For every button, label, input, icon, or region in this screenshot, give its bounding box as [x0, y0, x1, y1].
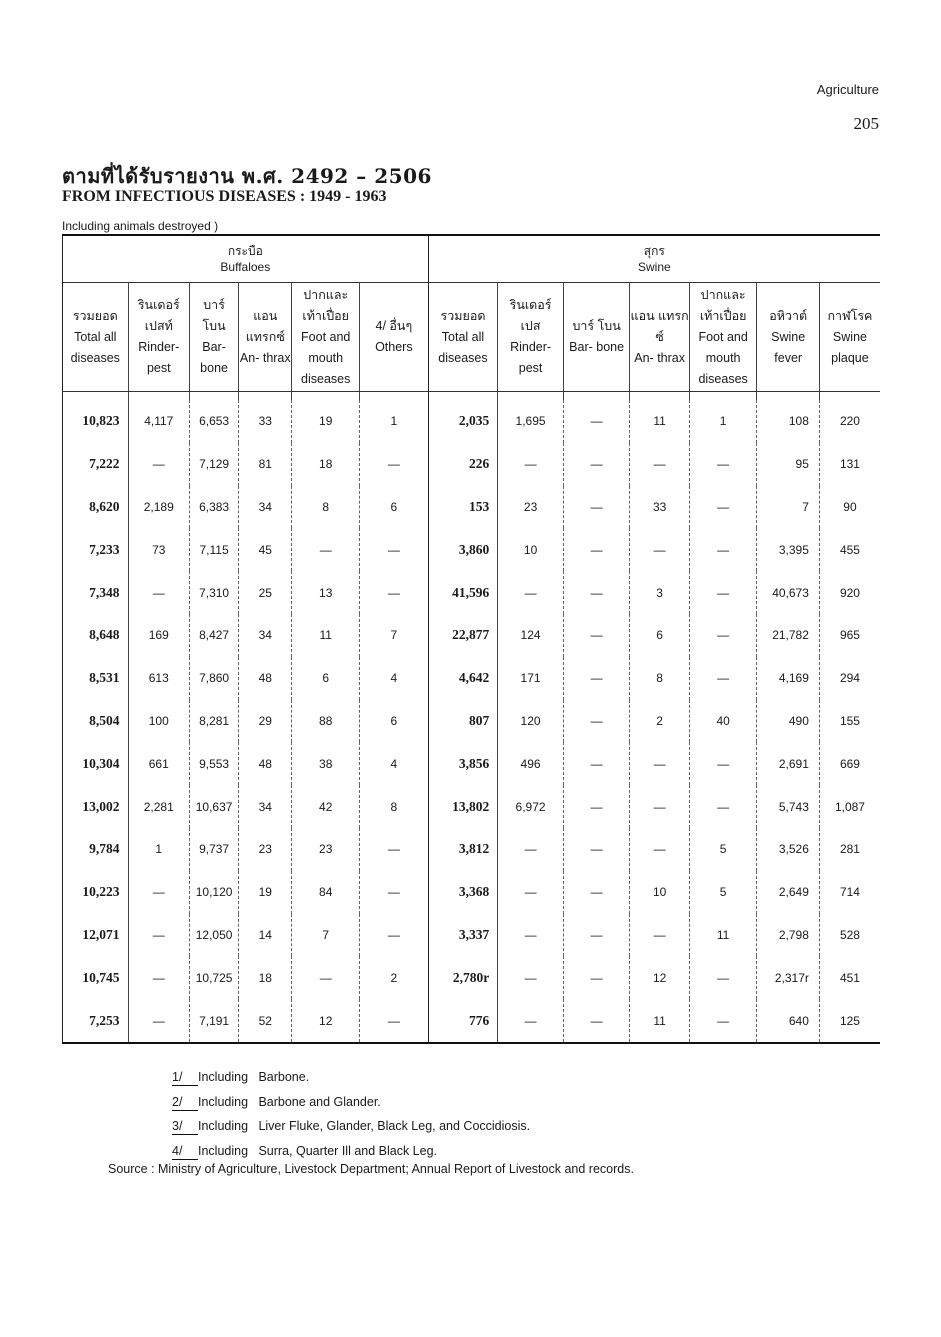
value-cell: 7,115 [190, 528, 239, 571]
total-cell: 3,337 [428, 914, 498, 957]
value-cell: — [563, 742, 630, 785]
total-cell: 4,642 [428, 657, 498, 700]
column-header [292, 283, 360, 392]
column-header-english: Total all diseases [438, 329, 488, 365]
footnote [172, 1065, 530, 1090]
total-cell: 7,222 [63, 443, 129, 486]
column-header-thai: อหิวาต์ [769, 308, 808, 323]
table-row [63, 785, 881, 828]
value-cell: — [689, 742, 757, 785]
column-header [128, 283, 189, 392]
value-cell: — [563, 956, 630, 999]
value-cell: 4,117 [128, 400, 189, 443]
value-cell: 1 [689, 400, 757, 443]
value-cell: 9,737 [190, 828, 239, 871]
value-cell: 34 [239, 614, 292, 657]
value-cell: 920 [839, 585, 860, 600]
column-header-thai: รวมยอด [440, 308, 486, 323]
value-cell: 1,087 [834, 799, 865, 814]
spacer-cell [757, 392, 819, 401]
footnote-text: Including Barbone and Glander. [198, 1094, 381, 1109]
value-cell: — [689, 956, 757, 999]
column-header-english: Bar- bone [200, 340, 228, 375]
spacer-cell [63, 392, 129, 401]
value-cell: 3,395 [757, 528, 819, 571]
value-cell: 613 [128, 657, 189, 700]
value-cell: 29 [239, 700, 292, 743]
spacer-cell [292, 392, 360, 401]
column-header-english: Swine fever [771, 329, 806, 365]
table-row [63, 528, 881, 571]
value-cell: 2,189 [128, 486, 189, 529]
total-cell: 7,253 [63, 999, 129, 1043]
spacer-cell [819, 392, 880, 401]
value-cell: — [689, 999, 757, 1043]
total-cell: 8,620 [63, 486, 129, 529]
table-row [63, 871, 881, 914]
value-cell: 11 [630, 999, 689, 1043]
column-header-english: Foot and mouth diseases [301, 329, 351, 386]
value-cell: 220 [839, 414, 860, 429]
value-cell: 10 [630, 871, 689, 914]
value-cell: 171 [498, 657, 564, 700]
table-subnote: Including animals destroyed ) [62, 219, 219, 233]
value-cell: 131 [839, 457, 860, 472]
value-cell: 100 [128, 700, 189, 743]
value-cell: 8,281 [190, 700, 239, 743]
value-cell: 1 [128, 828, 189, 871]
value-cell: — [292, 956, 360, 999]
table-row [63, 443, 881, 486]
value-cell: 2,281 [128, 785, 189, 828]
value-cell: 34 [239, 486, 292, 529]
value-cell: 3 [630, 571, 689, 614]
column-header [563, 283, 630, 392]
value-cell: 8,427 [190, 614, 239, 657]
value-cell: 7 [360, 614, 429, 657]
value-cell: — [498, 956, 564, 999]
value-cell: 169 [128, 614, 189, 657]
value-cell: 40 [689, 700, 757, 743]
value-cell: — [630, 528, 689, 571]
value-cell: — [630, 914, 689, 957]
value-cell: 451 [839, 970, 860, 985]
value-cell: 6,383 [190, 486, 239, 529]
table-row [63, 657, 881, 700]
value-cell: 90 [843, 499, 857, 514]
total-cell: 2,780r [428, 956, 498, 999]
value-cell: — [360, 528, 429, 571]
value-cell: 81 [239, 443, 292, 486]
value-cell: 7,310 [190, 571, 239, 614]
footnote [172, 1090, 530, 1115]
value-cell: 95 [757, 443, 819, 486]
total-cell: 41,596 [428, 571, 498, 614]
column-header-english: Others [375, 340, 413, 354]
value-cell: — [689, 486, 757, 529]
column-header [498, 283, 564, 392]
running-head: Agriculture [816, 82, 879, 97]
total-cell: 13,002 [63, 785, 129, 828]
value-cell: 84 [292, 871, 360, 914]
total-cell: 10,304 [63, 742, 129, 785]
value-cell: 14 [239, 914, 292, 957]
table-row [63, 828, 881, 871]
value-cell: 3,526 [757, 828, 819, 871]
total-cell: 3,368 [428, 871, 498, 914]
value-cell: — [360, 828, 429, 871]
value-cell: 7 [757, 486, 819, 529]
value-cell: 7,860 [190, 657, 239, 700]
column-header-english: Total all diseases [70, 329, 120, 365]
value-cell: 294 [839, 671, 860, 686]
value-cell: — [689, 785, 757, 828]
group-header-buffaloes [63, 235, 429, 283]
total-cell: 12,071 [63, 914, 129, 957]
column-header-thai: บาร์ โบน [572, 319, 621, 333]
value-cell: 38 [292, 742, 360, 785]
value-cell: 965 [839, 628, 860, 643]
footnote [172, 1114, 530, 1139]
group-label-thai: กระบือ [227, 244, 263, 258]
group-label-thai: สุกร [643, 244, 665, 258]
footnote-text: Including Barbone. [198, 1070, 310, 1084]
value-cell: 2,798 [757, 914, 819, 957]
group-label-english: Swine [637, 260, 671, 274]
total-cell: 10,745 [63, 956, 129, 999]
value-cell: — [292, 528, 360, 571]
value-cell: 124 [498, 614, 564, 657]
column-header-thai: 4/ อื่นๆ [375, 319, 413, 333]
value-cell: 12,050 [190, 914, 239, 957]
value-cell: 5,743 [757, 785, 819, 828]
value-cell: — [563, 571, 630, 614]
total-cell: 8,531 [63, 657, 129, 700]
value-cell: 48 [239, 742, 292, 785]
value-cell: 528 [839, 927, 860, 942]
column-header-thai: ปากและ เท้าเปื่อย [302, 287, 349, 323]
spacer-cell [428, 392, 498, 401]
value-cell: 33 [630, 486, 689, 529]
value-cell: 6,972 [498, 785, 564, 828]
value-cell: — [563, 999, 630, 1043]
footnote-mark: 3/ [172, 1118, 198, 1135]
disease-table [62, 234, 880, 1044]
value-cell: 6,653 [190, 400, 239, 443]
total-cell: 9,784 [63, 828, 129, 871]
value-cell: — [563, 785, 630, 828]
value-cell: 6 [630, 614, 689, 657]
value-cell: 669 [839, 756, 860, 771]
total-cell: 3,812 [428, 828, 498, 871]
value-cell: 2 [360, 956, 429, 999]
value-cell: 6 [292, 657, 360, 700]
table-row [63, 486, 881, 529]
column-header [190, 283, 239, 392]
value-cell: — [128, 956, 189, 999]
total-cell: 3,856 [428, 742, 498, 785]
total-cell: 10,823 [63, 400, 129, 443]
footnote-mark: 1/ [172, 1069, 198, 1086]
value-cell: 2,649 [757, 871, 819, 914]
value-cell: 7 [292, 914, 360, 957]
footnote [172, 1139, 530, 1164]
value-cell: 2,317r [757, 956, 819, 999]
column-header [819, 283, 880, 392]
column-header-thai: ปากและ เท้าเปื่อย [699, 287, 747, 323]
column-header-english: Swine plaque [831, 329, 869, 365]
footnote-mark: 2/ [172, 1094, 198, 1111]
value-cell: — [689, 528, 757, 571]
value-cell: — [128, 999, 189, 1043]
value-cell: — [563, 400, 630, 443]
value-cell: — [128, 914, 189, 957]
value-cell: — [360, 571, 429, 614]
value-cell: 155 [839, 713, 860, 728]
value-cell: 281 [839, 842, 860, 857]
value-cell: 496 [498, 742, 564, 785]
value-cell: — [563, 528, 630, 571]
value-cell: — [630, 443, 689, 486]
column-header-thai: บาร์ โบน [202, 298, 226, 333]
column-header [63, 283, 129, 392]
group-label-english: Buffaloes [220, 260, 271, 274]
column-header [689, 283, 757, 392]
value-cell: 10 [498, 528, 564, 571]
value-cell: — [360, 871, 429, 914]
value-cell: 6 [360, 700, 429, 743]
value-cell: 714 [839, 885, 860, 900]
total-cell: 2,035 [428, 400, 498, 443]
table-row [63, 742, 881, 785]
total-cell: 22,877 [428, 614, 498, 657]
value-cell: 34 [239, 785, 292, 828]
value-cell: — [630, 828, 689, 871]
value-cell: 11 [689, 914, 757, 957]
value-cell: 18 [292, 443, 360, 486]
value-cell: 88 [292, 700, 360, 743]
value-cell: — [689, 657, 757, 700]
value-cell: — [128, 871, 189, 914]
spacer-cell [563, 392, 630, 401]
value-cell: — [498, 914, 564, 957]
value-cell: — [128, 443, 189, 486]
value-cell: 10,120 [190, 871, 239, 914]
value-cell: — [689, 571, 757, 614]
value-cell: 6 [360, 486, 429, 529]
value-cell: — [563, 700, 630, 743]
total-cell: 3,860 [428, 528, 498, 571]
value-cell: — [689, 614, 757, 657]
value-cell: 4 [360, 657, 429, 700]
total-cell: 807 [428, 700, 498, 743]
table-row [63, 956, 881, 999]
source-note: Source : Ministry of Agriculture, Livestock Department; Annual Report of Livestock and records. [108, 1162, 634, 1176]
value-cell: — [630, 785, 689, 828]
value-cell: 12 [292, 999, 360, 1043]
value-cell: — [563, 443, 630, 486]
column-header-english: An- thrax [634, 350, 685, 365]
value-cell: 12 [630, 956, 689, 999]
value-cell: 11 [630, 400, 689, 443]
total-cell: 10,223 [63, 871, 129, 914]
column-header [630, 283, 689, 392]
value-cell: 19 [239, 871, 292, 914]
value-cell: 10,637 [190, 785, 239, 828]
value-cell: 23 [239, 828, 292, 871]
column-header-thai: รวมยอด [72, 308, 118, 323]
column-header-english: Rinder- pest [138, 340, 180, 375]
column-header [757, 283, 819, 392]
value-cell: 45 [239, 528, 292, 571]
value-cell: 5 [689, 828, 757, 871]
total-cell: 776 [428, 999, 498, 1043]
value-cell: 7,129 [190, 443, 239, 486]
column-header-english: An- thrax [239, 350, 291, 365]
value-cell: 52 [239, 999, 292, 1043]
title-english: FROM INFECTIOUS DISEASES : 1949 - 1963 [62, 188, 387, 205]
value-cell: 33 [239, 400, 292, 443]
column-header-thai: แอน แทรกซ์ [245, 308, 285, 344]
value-cell: — [360, 914, 429, 957]
value-cell: — [498, 828, 564, 871]
value-cell: 48 [239, 657, 292, 700]
value-cell: 5 [689, 871, 757, 914]
spacer-cell [630, 392, 689, 401]
value-cell: 19 [292, 400, 360, 443]
value-cell: 23 [292, 828, 360, 871]
footnote-text: Including Surra, Quarter Ill and Black Leg. [198, 1143, 438, 1158]
value-cell: — [689, 443, 757, 486]
value-cell: 10,725 [190, 956, 239, 999]
value-cell: — [563, 614, 630, 657]
table-row [63, 400, 881, 443]
column-header-english: Rinder- pest [510, 340, 552, 375]
value-cell: 8 [360, 785, 429, 828]
spacer-cell [498, 392, 564, 401]
value-cell: 2 [630, 700, 689, 743]
value-cell: — [360, 443, 429, 486]
total-cell: 8,504 [63, 700, 129, 743]
column-header [428, 283, 498, 392]
value-cell: 42 [292, 785, 360, 828]
footnote-text: Including Liver Fluke, Glander, Black Leg, and Coccidiosis. [198, 1119, 531, 1133]
table-row [63, 700, 881, 743]
table-row [63, 614, 881, 657]
value-cell: — [498, 571, 564, 614]
total-cell: 153 [428, 486, 498, 529]
value-cell: 18 [239, 956, 292, 999]
value-cell: 4 [360, 742, 429, 785]
footnotes [172, 1065, 530, 1163]
title-thai: ตามที่ได้รับรายงาน พ.ศ. 2492 – 2506 [62, 164, 432, 188]
column-header-thai: กาฬโรค [827, 308, 873, 323]
total-cell: 7,348 [63, 571, 129, 614]
value-cell: — [498, 999, 564, 1043]
spacer-cell [689, 392, 757, 401]
value-cell: 455 [839, 542, 860, 557]
column-header-english: Foot and mouth diseases [698, 329, 748, 386]
value-cell: 640 [757, 999, 819, 1043]
value-cell: 25 [239, 571, 292, 614]
value-cell: 21,782 [757, 614, 819, 657]
value-cell: — [563, 828, 630, 871]
value-cell: 120 [498, 700, 564, 743]
footnote-mark: 4/ [172, 1143, 198, 1160]
total-cell: 8,648 [63, 614, 129, 657]
column-header-thai: แอน แทรกซ์ [630, 308, 689, 344]
value-cell: — [498, 871, 564, 914]
value-cell: — [563, 871, 630, 914]
table-row [63, 914, 881, 957]
value-cell: 40,673 [757, 571, 819, 614]
column-header-thai: รินเดอร์ เปสท์ [137, 298, 180, 333]
value-cell: 8 [630, 657, 689, 700]
value-cell: 11 [292, 614, 360, 657]
value-cell: 490 [757, 700, 819, 743]
value-cell: 8 [292, 486, 360, 529]
value-cell: — [498, 443, 564, 486]
page-number: 205 [853, 114, 879, 133]
spacer-cell [190, 392, 239, 401]
column-header [239, 283, 292, 392]
value-cell: — [563, 657, 630, 700]
value-cell: — [360, 999, 429, 1043]
spacer-cell [360, 392, 429, 401]
value-cell: — [128, 571, 189, 614]
spacer-cell [128, 392, 189, 401]
group-header-swine [428, 235, 880, 283]
value-cell: 9,553 [190, 742, 239, 785]
value-cell: 7,191 [190, 999, 239, 1043]
column-header-english: Bar- bone [569, 340, 625, 354]
total-cell: 7,233 [63, 528, 129, 571]
value-cell: 73 [128, 528, 189, 571]
value-cell: 125 [819, 999, 880, 1043]
value-cell: 661 [128, 742, 189, 785]
value-cell: 23 [498, 486, 564, 529]
value-cell: 1,695 [498, 400, 564, 443]
value-cell: 1 [360, 400, 429, 443]
value-cell: — [630, 742, 689, 785]
column-header-thai: รินเดอร์ เปส [509, 298, 552, 333]
value-cell: 4,169 [757, 657, 819, 700]
table-row [63, 999, 881, 1043]
table-row [63, 571, 881, 614]
total-cell: 13,802 [428, 785, 498, 828]
spacer-cell [239, 392, 292, 401]
value-cell: 108 [757, 400, 819, 443]
total-cell: 226 [428, 443, 498, 486]
value-cell: — [563, 914, 630, 957]
column-header [360, 283, 429, 392]
value-cell: 13 [292, 571, 360, 614]
value-cell: 2,691 [757, 742, 819, 785]
value-cell: — [563, 486, 630, 529]
